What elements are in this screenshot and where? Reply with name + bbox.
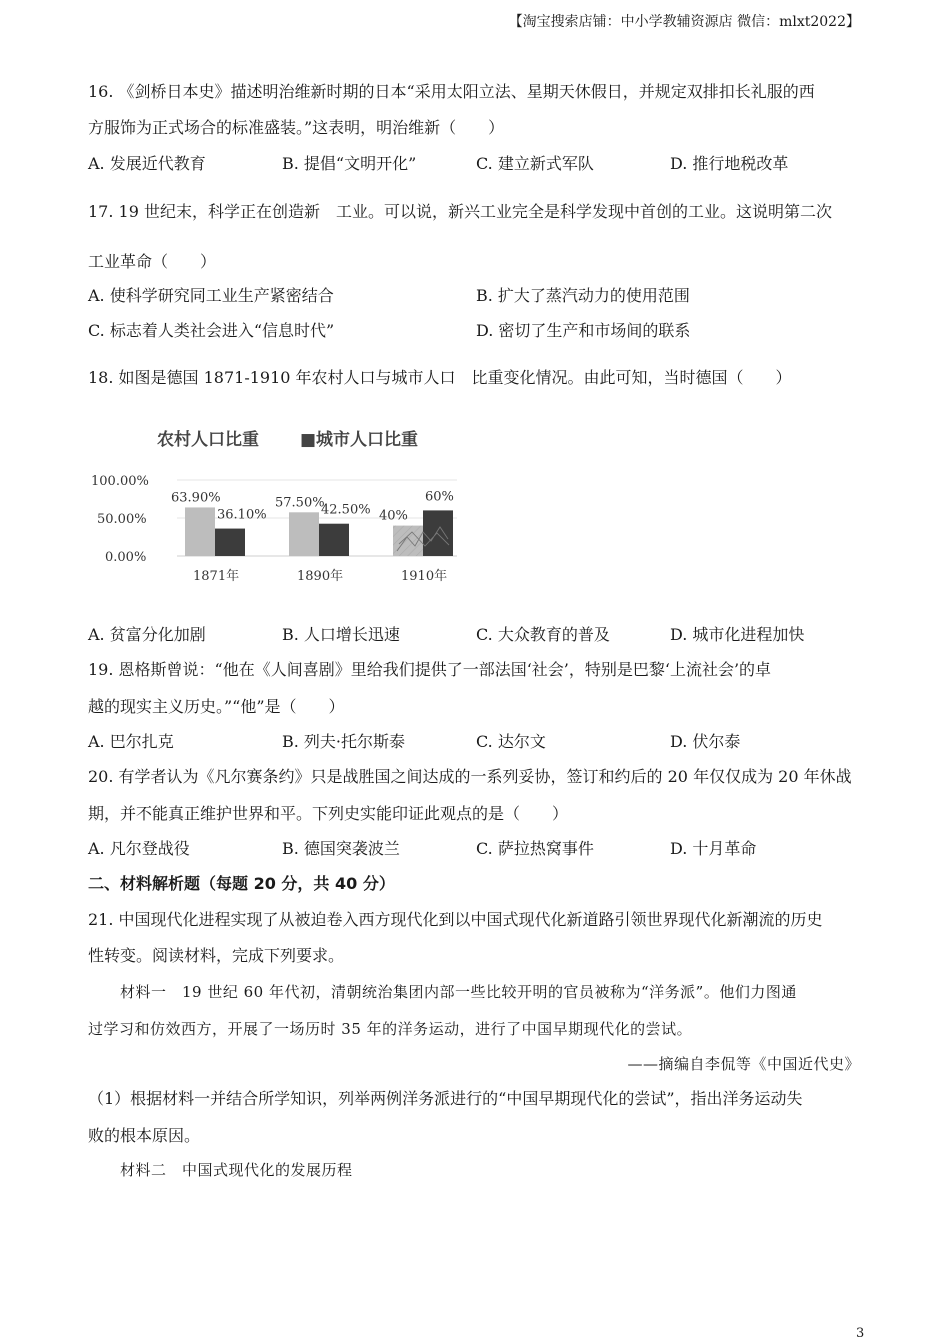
q20-option-d: D. 十月革命 <box>670 839 757 858</box>
q16-stem-line2: 方服饰为正式场合的标准盛装。”这表明，明治维新（ ） <box>88 118 505 137</box>
q18-stem: 18. 如图是德国 1871-1910 年农村人口与城市人口 比重变化情况。由此可知，当时德国（ ） <box>88 368 792 387</box>
page-number: 3 <box>856 1326 865 1341</box>
q20-option-b: B. 德国突袭波兰 <box>282 839 400 858</box>
material-2-title: 材料二 中国式现代化的发展历程 <box>120 1161 353 1179</box>
q19-stem-line2: 越的现实主义历史。”“他”是（ ） <box>88 697 345 716</box>
q17-stem-line1: 17. 19 世纪末，科学正在创造新 工业。可以说，新兴工业完全是科学发现中首创的工业。这说明第二次 <box>88 202 832 221</box>
ytick-0: 0.00% <box>105 550 147 565</box>
bar-rural-1 <box>289 512 319 556</box>
q16-option-c: C. 建立新式军队 <box>476 154 594 173</box>
q17-stem-line2: 工业革命（ ） <box>88 252 217 271</box>
q20-option-c: C. 萨拉热窝事件 <box>476 839 594 858</box>
population-chart <box>85 420 465 595</box>
q17-option-d: D. 密切了生产和市场间的联系 <box>476 321 691 340</box>
legend-urban: ■城市人口比重 <box>300 430 419 450</box>
q19-stem-line1: 19. 恩格斯曾说：“他在《人间喜剧》里给我们提供了一部法国‘社会’，特别是巴黎‘上流社会’的卓 <box>88 660 772 679</box>
q20-stem-line2: 期，并不能真正维护世界和平。下列史实能印证此观点的是（ ） <box>88 804 569 823</box>
q17-option-a: A. 使科学研究同工业生产紧密结合 <box>88 286 334 305</box>
q16-option-a: A. 发展近代教育 <box>88 154 206 173</box>
material-1-source: ——摘编自李侃等《中国近代史》 <box>627 1055 860 1073</box>
q21-stem-line1: 21. 中国现代化进程实现了从被迫卷入西方现代化到以中国式现代化新道路引领世界现代化新潮流的历史 <box>88 910 823 929</box>
q19-option-c: C. 达尔文 <box>476 732 546 751</box>
q18-option-d: D. 城市化进程加快 <box>670 625 805 644</box>
data-label-urban-1: 42.50% <box>321 502 371 518</box>
x-tick-label-2: 1910年 <box>401 569 448 584</box>
q16-option-d: D. 推行地税改革 <box>670 154 789 173</box>
q21-sub1-line2: 败的根本原因。 <box>88 1126 201 1145</box>
q17-option-b: B. 扩大了蒸汽动力的使用范围 <box>476 286 690 305</box>
q17-option-c: C. 标志着人类社会进入“信息时代” <box>88 321 335 340</box>
q16-stem-line1: 16. 《剑桥日本史》描述明治维新时期的日本“采用太阳立法、星期天休假日，并规定双排扣长礼服的西 <box>88 82 815 101</box>
q18-option-c: C. 大众教育的普及 <box>476 625 610 644</box>
q18-option-b: B. 人口增长迅速 <box>282 625 400 644</box>
page-header: 【淘宝搜索店铺：中小学教辅资源店 微信：mlxt2022】 <box>508 14 860 30</box>
data-label-urban-0: 36.10% <box>217 507 267 523</box>
material-1-line2: 过学习和仿效西方，开展了一场历时 35 年的洋务运动，进行了中国早期现代化的尝试。 <box>88 1020 693 1038</box>
data-label-rural-0: 63.90% <box>171 490 221 506</box>
x-tick-label-1: 1890年 <box>297 569 344 584</box>
material-1-line1: 材料一 19 世纪 60 年代初，清朝统治集团内部一些比较开明的官员被称为“洋务派”。他们力图通 <box>120 983 797 1001</box>
q19-option-a: A. 巴尔扎克 <box>88 732 174 751</box>
data-label-rural-1: 57.50% <box>275 495 325 511</box>
q20-option-a: A. 凡尔登战役 <box>88 839 190 858</box>
q20-stem-line1: 20. 有学者认为《凡尔赛条约》只是战胜国之间达成的一系列妥协，签订和约后的 20 年仅仅成为 20 年休战 <box>88 767 852 786</box>
data-label-rural-2: 40% <box>379 508 408 524</box>
bar-urban-2 <box>423 510 453 556</box>
q19-option-d: D. 伏尔泰 <box>670 732 741 751</box>
legend-rural: 农村人口比重 <box>157 430 259 450</box>
q19-option-b: B. 列夫·托尔斯泰 <box>282 732 406 751</box>
bar-urban-1 <box>319 524 349 556</box>
bar-rural-0 <box>185 507 215 556</box>
section-heading: 二、材料解析题（每题 20 分，共 40 分） <box>88 874 395 893</box>
ytick-50: 50.00% <box>97 512 147 527</box>
data-label-urban-2: 60% <box>425 489 454 505</box>
q18-option-a: A. 贫富分化加剧 <box>88 625 206 644</box>
q16-option-b: B. 提倡“文明开化” <box>282 154 417 173</box>
q21-stem-line2: 性转变。阅读材料，完成下列要求。 <box>88 946 345 965</box>
q21-sub1-line1: （1）根据材料一并结合所学知识，列举两例洋务派进行的“中国早期现代化的尝试”，指出洋务运动失 <box>88 1089 803 1108</box>
bar-urban-0 <box>215 529 245 556</box>
bar-hatch-overlay <box>393 526 423 556</box>
ytick-100: 100.00% <box>91 474 149 489</box>
x-tick-label-0: 1871年 <box>193 569 240 584</box>
